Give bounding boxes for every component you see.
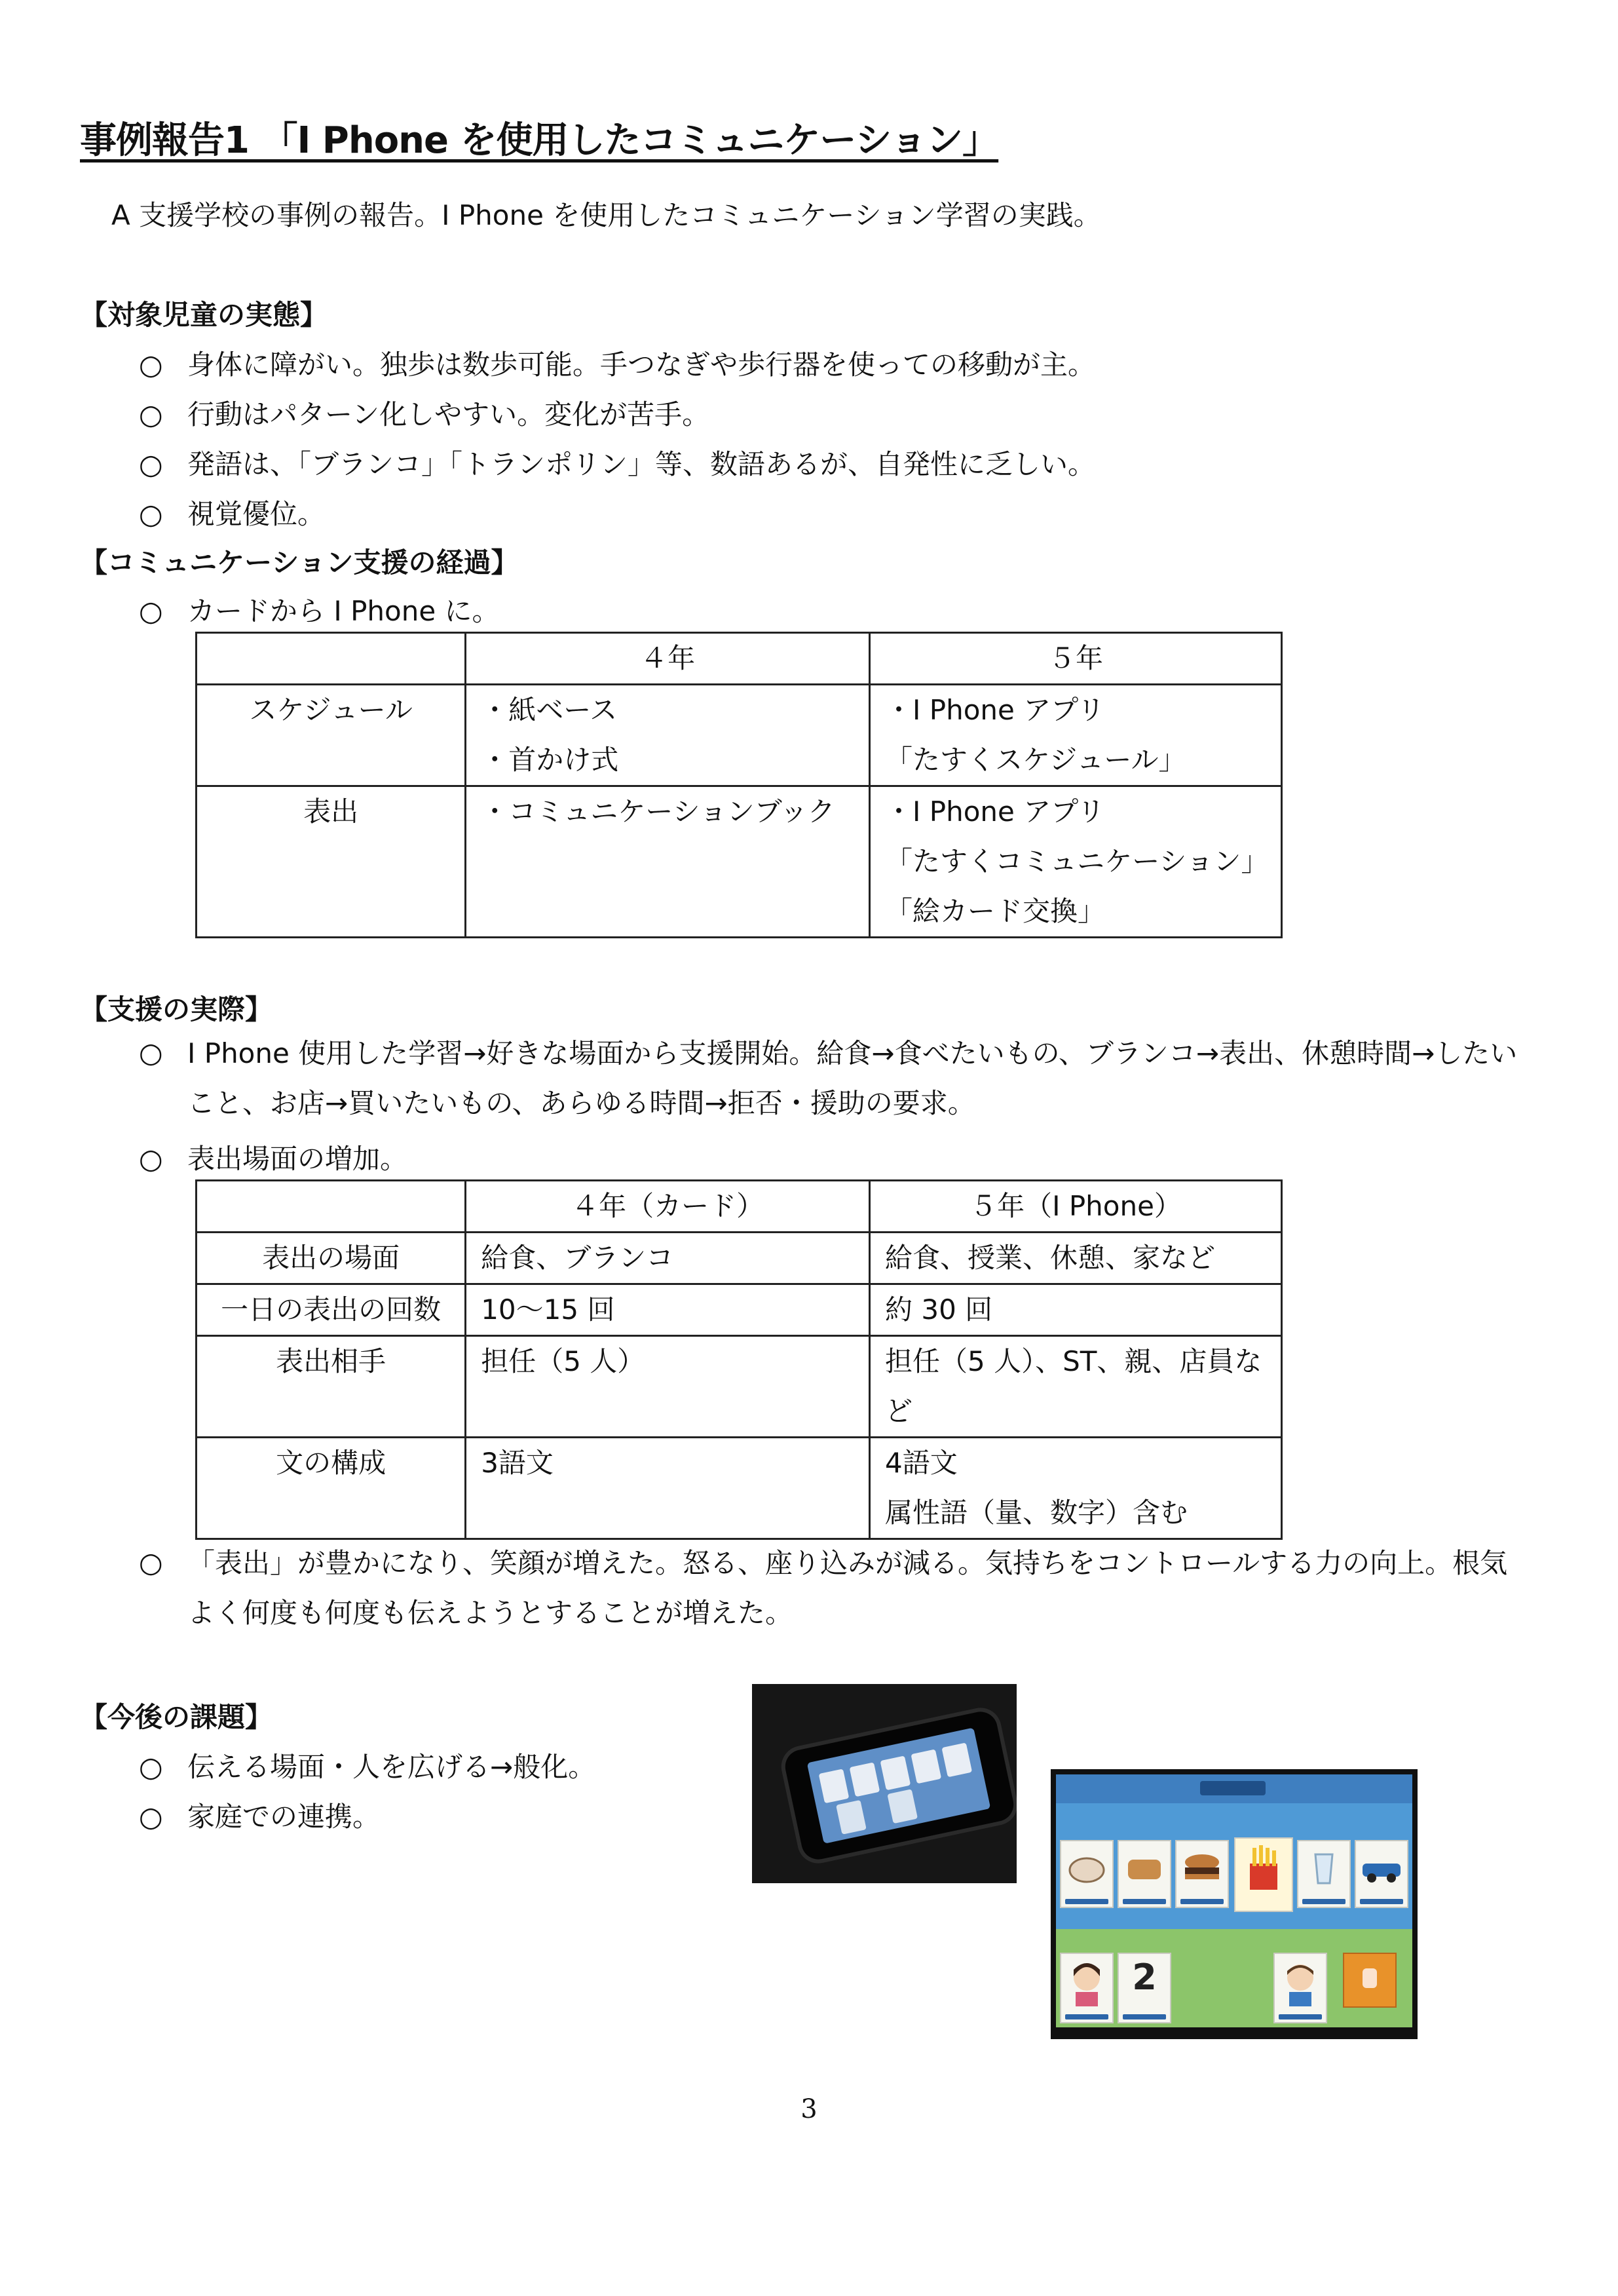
bullet-circle-icon: ○ bbox=[139, 1143, 163, 1175]
row-label: 一日の表出の回数 bbox=[197, 1284, 466, 1336]
girl-card-icon bbox=[1060, 1953, 1114, 2023]
row-label: スケジュール bbox=[197, 685, 466, 786]
bullet-circle-icon: ○ bbox=[139, 398, 163, 430]
hamburger-card-icon bbox=[1175, 1840, 1229, 1908]
bullet-circle-icon: ○ bbox=[139, 349, 163, 381]
table-cell: 担任（5 人）、ST、親、店員な ど bbox=[870, 1336, 1282, 1438]
list-item: ○ 家庭での連携。 bbox=[139, 1801, 381, 1833]
expression-comparison-table bbox=[195, 1179, 1283, 1540]
table-cell: 担任（5 人） bbox=[466, 1336, 870, 1438]
boy-card-icon bbox=[1273, 1953, 1327, 2023]
list-item bbox=[139, 1029, 1528, 1128]
paragraph: 「表出」が豊かになり、笑顔が増えた。怒る、座り込みが減る。気持ちをコントロールする力の向上。根気よく何度も何度も伝えようとすることが増えた。 bbox=[187, 1547, 1508, 1629]
table-cell: ・紙ベース ・首かけ式 bbox=[466, 685, 870, 786]
table-cell: 給食、ブランコ bbox=[466, 1233, 870, 1284]
list-item: ○ 行動はパターン化しやすい。変化が苦手。 bbox=[139, 398, 710, 430]
list-item: ○ 発語は、「ブランコ」「トランポリン」等、数語あるが、自発性に乏しい。 bbox=[139, 448, 1096, 480]
hand-card-icon bbox=[1343, 1953, 1397, 2008]
table-cell: 10～15 回 bbox=[466, 1284, 870, 1336]
bullet-circle-icon: ○ bbox=[139, 498, 163, 530]
table-cell: 3語文 bbox=[466, 1438, 870, 1539]
bread-card-icon bbox=[1118, 1840, 1171, 1908]
table-row bbox=[197, 786, 1282, 938]
table-cell: ・I Phone アプリ 「たすくコミュニケーション」 「絵カード交換」 bbox=[870, 786, 1282, 938]
section-heading-jittai: 【対象児童の実態】 bbox=[80, 299, 328, 331]
bullet-circle-icon: ○ bbox=[139, 595, 163, 627]
bullet-circle-icon: ○ bbox=[139, 1751, 163, 1783]
table-row bbox=[197, 1233, 1282, 1284]
table-header-cell: ４年 bbox=[466, 633, 870, 685]
list-item: ○ 伝える場面・人を広げる→般化。 bbox=[139, 1751, 596, 1783]
app-screen-image bbox=[1051, 1769, 1418, 2039]
intro-text: A 支援学校の事例の報告。I Phone を使用したコミュニケーション学習の実践。 bbox=[111, 199, 1101, 231]
list-item: ○ 身体に障がい。独歩は数歩可能。手つなぎや歩行器を使っての移動が主。 bbox=[139, 349, 1096, 381]
car-card-icon bbox=[1355, 1840, 1408, 1908]
row-label: 表出の場面 bbox=[197, 1233, 466, 1284]
table-header-row bbox=[197, 633, 1282, 685]
number-card-label: 2 bbox=[1132, 1957, 1157, 1998]
table-row bbox=[197, 1284, 1282, 1336]
table-row bbox=[197, 685, 1282, 786]
table-cell: ・I Phone アプリ 「たすくスケジュール」 bbox=[870, 685, 1282, 786]
table-cell: 約 30 回 bbox=[870, 1284, 1282, 1336]
table-cell bbox=[197, 1181, 466, 1233]
table-cell: 4語文 属性語（量、数字）含む bbox=[870, 1438, 1282, 1539]
section-heading-kadai: 【今後の課題】 bbox=[80, 1701, 273, 1733]
list-item: ○ 表出場面の増加。 bbox=[139, 1143, 408, 1175]
list-item bbox=[139, 1539, 1528, 1638]
table-cell: 給食、授業、休憩、家など bbox=[870, 1233, 1282, 1284]
support-progress-table bbox=[195, 632, 1283, 938]
number-card-icon bbox=[1118, 1953, 1171, 2023]
list-item: ○ 視覚優位。 bbox=[139, 498, 326, 530]
iphone-device-icon bbox=[782, 1709, 1017, 1863]
section-heading-keika: 【コミュニケーション支援の経過】 bbox=[80, 546, 519, 579]
table-header-row bbox=[197, 1181, 1282, 1233]
table-header-cell: ５年（I Phone） bbox=[870, 1181, 1282, 1233]
table-header-cell: ４年（カード） bbox=[466, 1181, 870, 1233]
row-label: 表出相手 bbox=[197, 1336, 466, 1438]
rice-bowl-card-icon bbox=[1060, 1840, 1114, 1908]
bullet-circle-icon: ○ bbox=[139, 1037, 163, 1069]
bullet-circle-icon: ○ bbox=[139, 1801, 163, 1833]
french-fries-card-icon bbox=[1234, 1837, 1293, 1912]
list-item: ○ カードから I Phone に。 bbox=[139, 595, 500, 627]
table-row bbox=[197, 1438, 1282, 1539]
drink-card-icon bbox=[1297, 1840, 1351, 1908]
row-label: 表出 bbox=[197, 786, 466, 938]
iphone-photo bbox=[752, 1684, 1017, 1883]
bullet-circle-icon: ○ bbox=[139, 1546, 163, 1578]
bullet-circle-icon: ○ bbox=[139, 448, 163, 480]
table-row bbox=[197, 1336, 1282, 1438]
row-label: 文の構成 bbox=[197, 1438, 466, 1539]
page-title: 事例報告1 「I Phone を使用したコミュニケーション」 bbox=[80, 119, 999, 162]
page-number: 3 bbox=[800, 2094, 818, 2124]
section-heading-jissai: 【支援の実際】 bbox=[80, 993, 273, 1025]
paragraph: I Phone 使用した学習→好きな場面から支援開始。給食→食べたいもの、ブランコ→表出、休憩時間→したいこと、お店→買いたいもの、あらゆる時間→拒否・援助の要求。 bbox=[187, 1037, 1518, 1119]
table-cell bbox=[197, 633, 466, 685]
table-cell: ・コミュニケーションブック bbox=[466, 786, 870, 938]
table-header-cell: ５年 bbox=[870, 633, 1282, 685]
